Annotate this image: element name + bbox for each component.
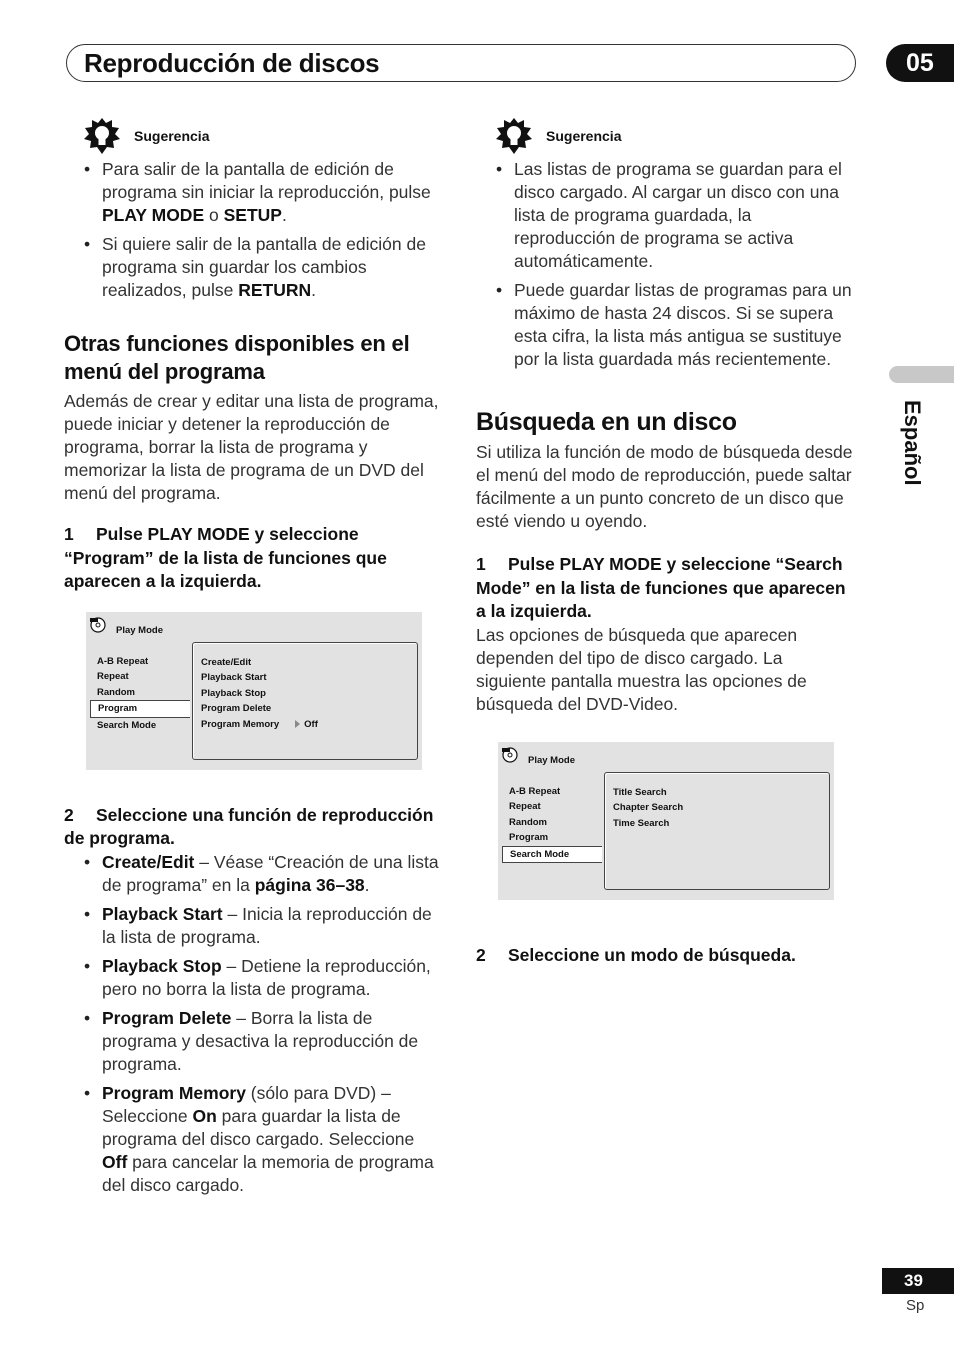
list-item: • Las listas de programa se guardan para el disco cargado. Al cargar un disco con una lista de programa guardada, la reproducción de programa se activa automáticamente. [476, 158, 854, 273]
step-instruction: 2 Seleccione una función de reproducción de programa. [64, 804, 434, 848]
screen-left-menu [90, 654, 190, 734]
screen-right-panel [192, 642, 418, 760]
menu-item[interactable]: A-B Repeat [509, 785, 561, 797]
tip-list [476, 158, 854, 371]
language-code: Sp [906, 1297, 925, 1314]
section-heading: Búsqueda en un disco [476, 408, 737, 436]
step-instruction: 1 Pulse PLAY MODE y seleccione “Search Mode” en la lista de funciones que aparecen a la izquierda. [476, 554, 846, 621]
menu-item[interactable]: Random [509, 816, 547, 828]
lightbulb-icon [496, 118, 532, 154]
menu-item[interactable]: Repeat [97, 671, 129, 682]
screen-left-menu [502, 784, 602, 864]
tip-list [64, 158, 442, 302]
language-label: Español [900, 400, 925, 486]
arrow-right-icon [295, 720, 300, 728]
menu-item-selected[interactable]: Program [90, 700, 190, 718]
menu-item[interactable]: A-B Repeat [97, 655, 149, 667]
page-title: Reproducción de discos [84, 48, 380, 78]
page-number: 39 [882, 1268, 954, 1294]
option-item[interactable]: Create/Edit [201, 656, 252, 668]
list-item: • Si quiere salir de la pantalla de edición de programa sin guardar los cambios realizados, pulse RETURN. [64, 233, 442, 302]
list-item: • Program Memory (sólo para DVD) – Seleccione On para guardar la lista de programa del disco cargado. Seleccione Off para cancelar la memoria de programa del disco cargado. [64, 1082, 442, 1197]
tip-label: Sugerencia [134, 127, 210, 144]
option-item[interactable]: Program Memory Off [201, 718, 318, 730]
menu-item[interactable]: Random [97, 686, 135, 698]
option-item[interactable]: Title Search [613, 786, 667, 798]
screen-right-panel [604, 772, 830, 890]
option-item[interactable]: Time Search [613, 817, 670, 829]
list-item: • Program Delete – Borra la lista de programa y desactiva la reproducción de programa. [64, 1007, 442, 1076]
play-mode-screen-search [498, 742, 834, 900]
tip-header [496, 118, 854, 154]
tip-label: Sugerencia [546, 127, 622, 144]
section-heading: Otras funciones disponibles en el menú del programa [64, 331, 410, 384]
option-item[interactable]: Chapter Search [613, 802, 684, 813]
list-item: • Playback Stop – Detiene la reproducción, pero no borra la lista de programa. [64, 955, 442, 1001]
list-item: • Playback Start – Inicia la reproducción de la lista de programa. [64, 903, 442, 949]
tip-header [84, 118, 442, 154]
chapter-number: 05 [886, 44, 954, 82]
option-item[interactable]: Playback Start [201, 672, 267, 683]
disc-icon [502, 747, 518, 763]
section-body: Si utiliza la función de modo de búsqueda desde el menú del modo de reproducción, puede saltar fácilmente a un punto concreto de un disco que esté viendo u oyendo. [476, 442, 853, 531]
right-column [476, 118, 854, 967]
option-item[interactable]: Playback Stop [201, 687, 266, 699]
list-item: • Create/Edit – Véase “Creación de una lista de programa” en la página 36–38. [64, 851, 442, 897]
step-instruction: 2 Seleccione un modo de búsqueda. [476, 944, 796, 965]
menu-item-selected[interactable]: Search Mode [502, 846, 602, 864]
screen-title: Play Mode [528, 754, 575, 766]
lightbulb-icon [84, 118, 120, 154]
left-column [64, 118, 442, 1203]
list-item: • Puede guardar listas de programas para un máximo de hasta 24 discos. Si se supera esta cifra, la lista más antigua se sustituye por la lista guardada más recientemente. [476, 279, 854, 371]
step-body: Las opciones de búsqueda que aparecen dependen del tipo de disco cargado. La siguiente pantalla muestra las opciones de búsqueda del DVD-Video. [476, 624, 807, 714]
menu-item[interactable]: Repeat [509, 801, 541, 812]
function-list [64, 851, 442, 1197]
step-instruction: 1 Pulse PLAY MODE y seleccione “Program” de la lista de funciones que aparecen a la izquierda. [64, 524, 387, 591]
menu-item[interactable]: Program [509, 832, 549, 843]
section-body: Además de crear y editar una lista de programa, puede iniciar y detener la reproducción de programa, borrar la lista de programa y memorizar la lista de programa de un DVD del menú del programa. [64, 391, 439, 503]
screen-title: Play Mode [116, 624, 163, 636]
language-tab-marker [889, 366, 954, 383]
list-item: • Para salir de la pantalla de edición de programa sin iniciar la reproducción, pulse PLAY MODE o SETUP. [64, 158, 442, 227]
option-item[interactable]: Program Delete [201, 703, 272, 714]
play-mode-screen-program [86, 612, 422, 770]
option-value: Off [304, 718, 318, 730]
disc-icon [90, 617, 106, 633]
menu-item[interactable]: Search Mode [97, 719, 157, 731]
